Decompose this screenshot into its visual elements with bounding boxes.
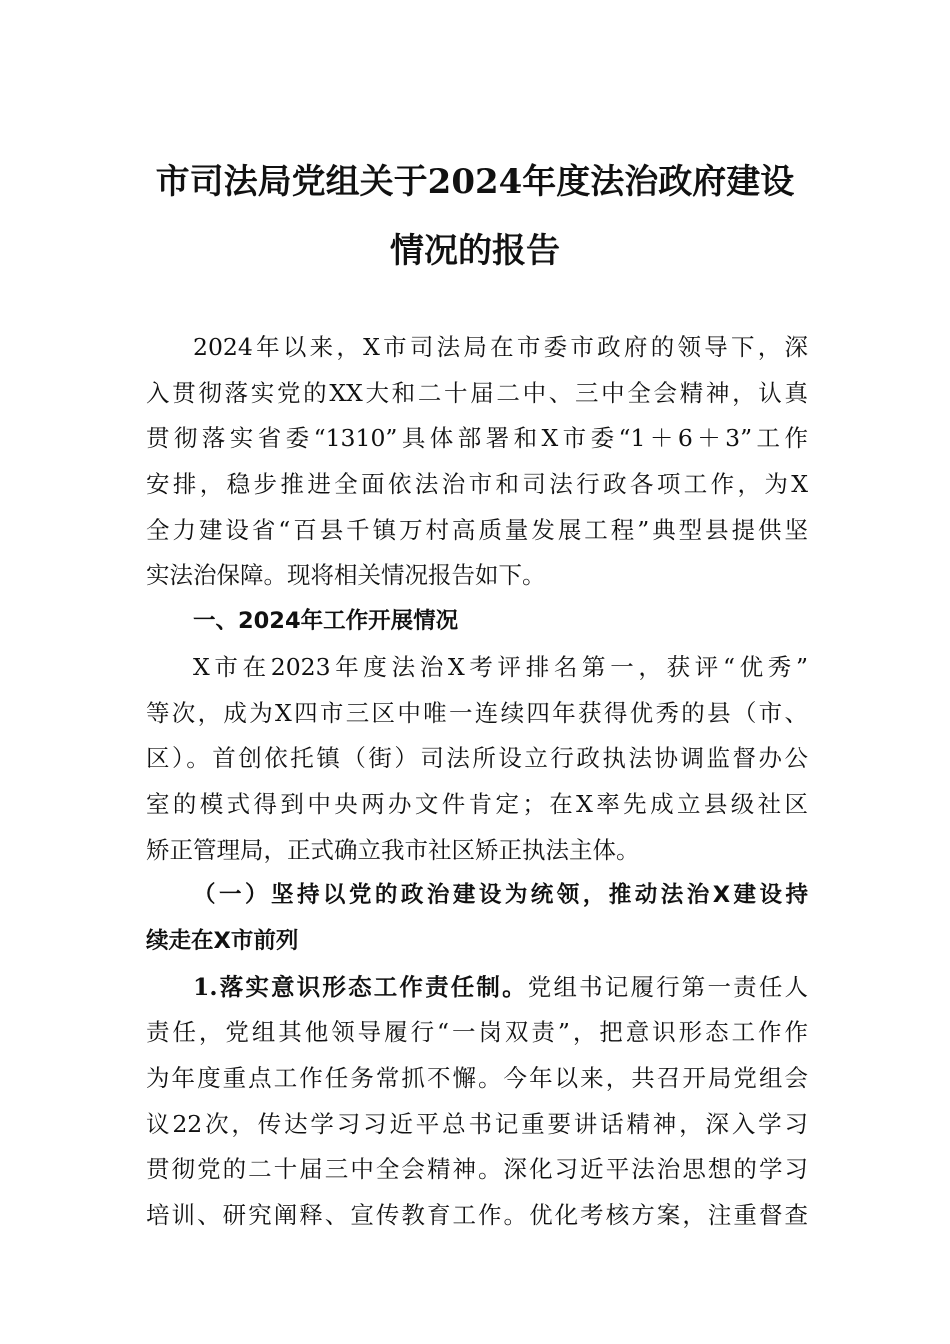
- item1-line: 贯彻党的二十届三中全会精神。深化习近平法治思想的学习: [146, 1155, 808, 1184]
- intro-line: 安排，稳步推进全面依法治市和司法行政各项工作，为X: [146, 470, 808, 499]
- document-title-line-1: 市司法局党组关于2024年度法治政府建设: [155, 162, 795, 202]
- section1-line: 等次，成为X四市三区中唯一连续四年获得优秀的县（市、: [146, 698, 808, 727]
- intro-line: 贯彻落实省委“1310”具体部署和X市委“1＋6＋3”工作: [146, 424, 808, 453]
- section1-line: 室的模式得到中央两办文件肯定；在X率先成立县级社区: [146, 789, 808, 818]
- subsection-heading-line: 续走在X市前列: [146, 927, 299, 954]
- section-heading: 一、2024年工作开展情况: [193, 608, 459, 635]
- document-title-line-2: 情况的报告: [390, 231, 560, 271]
- item1-line: 议22次，传达学习习近平总书记重要讲话精神，深入学习: [146, 1109, 808, 1138]
- intro-line: 全力建设省“百县千镇万村高质量发展工程”典型县提供坚: [146, 515, 808, 544]
- subsection-heading-line: （一）坚持以党的政治建设为统领，推动法治X建设持: [193, 882, 808, 909]
- item1-lead: 1.落实意识形态工作责任制。: [193, 972, 528, 1001]
- item1-line: 责任，党组其他领导履行“一岗双责”，把意识形态工作作: [146, 1018, 808, 1047]
- section1-line: X市在2023年度法治X考评排名第一，获评“优秀”: [193, 652, 808, 681]
- intro-line: 2024年以来，X市司法局在市委市政府的领导下，深: [193, 333, 808, 361]
- intro-line: 实法治保障。现将相关情况报告如下。: [146, 561, 546, 590]
- item1-line: 为年度重点工作任务常抓不懈。今年以来，共召开局党组会: [146, 1064, 808, 1092]
- intro-line: 入贯彻落实党的XX大和二十届二中、三中全会精神，认真: [146, 378, 808, 407]
- section1-line: 区）。首创依托镇（街）司法所设立行政执法协调监督办公: [146, 744, 808, 773]
- document-body: [146, 325, 808, 1239]
- item1-line: 培训、研究阐释、宣传教育工作。优化考核方案，注重督查: [146, 1201, 808, 1230]
- item1-first-line: [146, 965, 808, 1011]
- item1-first-rest: 党组书记履行第一责任人: [527, 972, 808, 1001]
- section1-line: 矫正管理局，正式确立我市社区矫正执法主体。: [146, 835, 640, 864]
